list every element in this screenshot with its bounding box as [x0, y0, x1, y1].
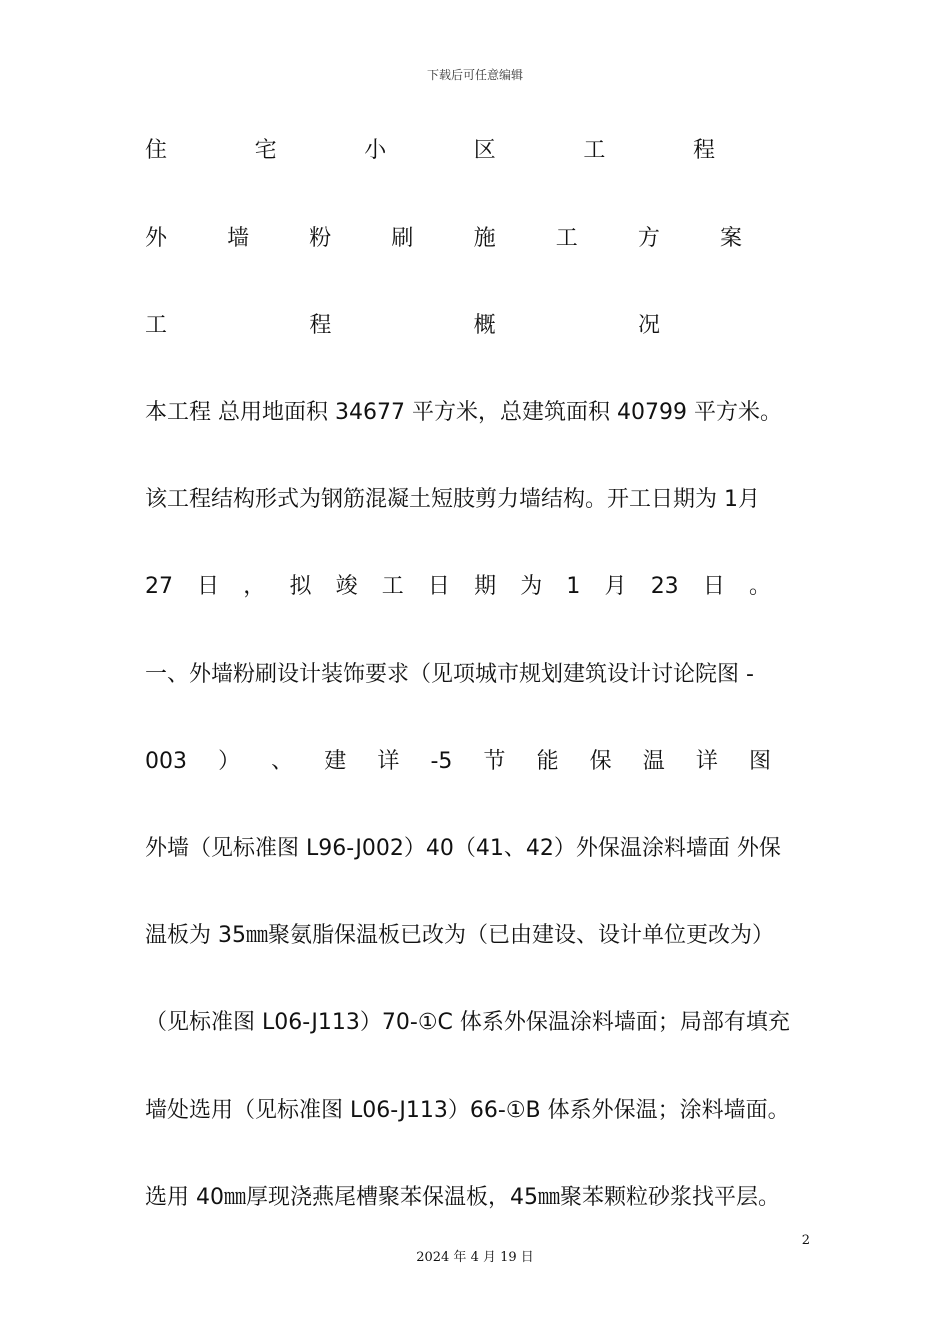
spread-char: 详: [377, 749, 400, 774]
spread-char: 工: [145, 313, 168, 338]
spread-char: 为: [520, 574, 543, 599]
paragraph-line-spread: [145, 747, 771, 777]
spread-char: 图: [748, 749, 771, 774]
section-heading: [145, 311, 660, 341]
paragraph-line: 该工程结构形式为钢筋混凝土短肢剪力墙结构。开工日期为 1月: [145, 487, 760, 512]
spread-char: 程: [309, 313, 332, 338]
paragraph-line: 外墙（见标准图 L96-J002）40（41、42）外保温涂料墙面 外保: [145, 836, 781, 861]
spread-char: 宅: [254, 138, 277, 163]
paragraph-line: 墙处选用（见标准图 L06-J113）66-①B 体系外保温；涂料墙面。: [145, 1098, 790, 1123]
spread-char: 工: [583, 138, 606, 163]
spread-char: 、: [271, 749, 294, 774]
paragraph-line: 温板为 35㎜聚氨脂保温板已改为（已由建设、设计单位更改为）: [145, 923, 774, 948]
page-footer-date: 2024 年 4 月 19 日: [416, 1250, 534, 1265]
spread-char: 节: [483, 749, 506, 774]
paragraph-line: 选用 40㎜厚现浇燕尾槽聚苯保温板，45㎜聚苯颗粒砂浆找平层。: [145, 1185, 780, 1210]
page-header: 下载后可任意编辑: [426, 68, 523, 82]
spread-char: 况: [637, 313, 660, 338]
spread-char: ）: [218, 749, 241, 774]
spread-char: 能: [536, 749, 559, 774]
spread-char: 期: [474, 574, 497, 599]
spread-char: 区: [473, 138, 496, 163]
spread-char: 。: [748, 574, 771, 599]
spread-char: 1: [566, 574, 581, 599]
title-line-1: [145, 136, 715, 166]
spread-char: 温: [642, 749, 665, 774]
paragraph-line-spread: [145, 572, 771, 602]
page-number: 2: [801, 1233, 810, 1248]
spread-char: 墙: [227, 226, 250, 251]
paragraph-line: 本工程 总用地面积 34677 平方米，总建筑面积 40799 平方米。: [145, 400, 782, 425]
spread-char: 003: [145, 749, 187, 774]
paragraph-line: 一、外墙粉刷设计装饰要求（见项城市规划建筑设计讨论院图 -: [145, 662, 754, 687]
title-line-2: [145, 224, 742, 254]
spread-char: 外: [145, 226, 168, 251]
spread-char: 工: [381, 574, 404, 599]
spread-char: 拟: [289, 574, 312, 599]
spread-char: -5: [430, 749, 453, 774]
spread-char: ，: [243, 574, 266, 599]
spread-char: 工: [555, 226, 578, 251]
spread-char: 日: [197, 574, 220, 599]
spread-char: 月: [604, 574, 627, 599]
spread-char: 刷: [391, 226, 414, 251]
spread-char: 住: [145, 138, 168, 163]
paragraph-line: （见标准图 L06-J113）70-①C 体系外保温涂料墙面；局部有填充: [145, 1010, 790, 1035]
spread-char: 小: [364, 138, 387, 163]
spread-char: 日: [427, 574, 450, 599]
spread-char: 案: [719, 226, 742, 251]
spread-char: 概: [473, 313, 496, 338]
spread-char: 27: [145, 574, 173, 599]
spread-char: 施: [473, 226, 496, 251]
spread-char: 方: [637, 226, 660, 251]
spread-char: 日: [702, 574, 725, 599]
spread-char: 程: [692, 138, 715, 163]
spread-char: 竣: [335, 574, 358, 599]
spread-char: 粉: [309, 226, 332, 251]
spread-char: 23: [650, 574, 679, 599]
spread-char: 保: [589, 749, 612, 774]
spread-char: 详: [695, 749, 718, 774]
spread-char: 建: [324, 749, 347, 774]
